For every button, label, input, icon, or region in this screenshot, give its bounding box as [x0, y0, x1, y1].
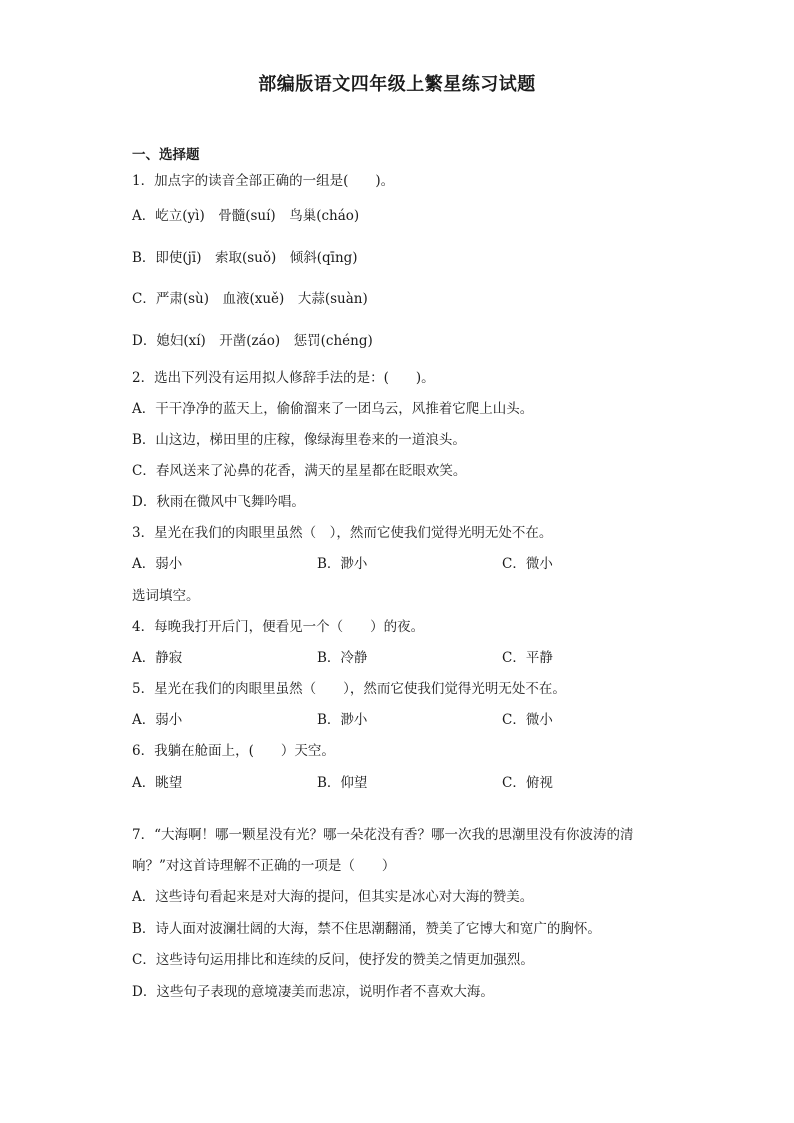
q5-stem: 5．星光在我们的肉眼里虽然（ ），然而它使我们觉得光明无处不在。 — [132, 681, 566, 697]
fill-in-instruction: 选词填空。 — [132, 588, 200, 604]
q1-option-d: D．媳妇(xí) 开凿(záo) 惩罚(chéng) — [132, 333, 373, 349]
q6-option-c: C．俯视 — [502, 775, 553, 791]
q4-option-c: C．平静 — [502, 650, 553, 666]
q3-option-c: C．微小 — [502, 556, 553, 572]
q5-option-b: B．渺小 — [317, 712, 368, 728]
q1-option-b: B．即使(jī) 索取(suǒ) 倾斜(qīng) — [132, 250, 358, 266]
q3-options — [132, 555, 692, 573]
q7-option-c: C．这些诗句运用排比和连续的反问，使抒发的赞美之情更加强烈。 — [132, 952, 534, 968]
q7-option-a: A．这些诗句看起来是对大海的提问，但其实是冰心对大海的赞美。 — [132, 889, 534, 905]
q6-stem: 6．我躺在舱面上，( ）天空。 — [132, 743, 335, 759]
q4-option-b: B．冷静 — [317, 650, 368, 666]
q3-option-b: B．渺小 — [317, 556, 368, 572]
q5-option-a: A．弱小 — [132, 712, 183, 728]
q7-stem-line2: 响？”对这首诗理解不正确的一项是（ ） — [132, 858, 396, 874]
q2-option-b: B．山这边，梯田里的庄稼，像绿海里卷来的一道浪头。 — [132, 432, 466, 448]
q1-option-c: C．严肃(sù) 血液(xuě) 大蒜(suàn) — [132, 291, 368, 307]
q1-option-a: A．屹立(yì) 骨髓(suí) 鸟巢(cháo) — [132, 208, 360, 224]
section-heading: 一、选择题 — [132, 147, 200, 163]
q7-option-b: B．诗人面对波澜壮阔的大海，禁不住思潮翻涌，赞美了它博大和宽广的胸怀。 — [132, 921, 601, 937]
q7-option-d: D．这些句子表现的意境凄美而悲凉，说明作者不喜欢大海。 — [132, 984, 494, 1000]
q4-option-a: A．静寂 — [132, 650, 183, 666]
q5-option-c: C．微小 — [502, 712, 553, 728]
page-title: 部编版语文四年级上繁星练习试题 — [258, 74, 536, 95]
q6-options — [132, 774, 692, 792]
q4-stem: 4．每晚我打开后门，便看见一个（ ）的夜。 — [132, 619, 425, 635]
q2-option-c: C．春风送来了沁鼻的花香，满天的星星都在眨眼欢笑。 — [132, 463, 467, 479]
q7-stem-line1: 7．“大海啊！哪一颗星没有光？哪一朵花没有香？哪一次我的思潮里没有你波涛的清 — [132, 827, 634, 843]
q4-options — [132, 649, 692, 667]
q1-stem: 1．加点字的读音全部正确的一组是( )。 — [132, 173, 395, 189]
q5-options — [132, 711, 692, 729]
q3-stem: 3．星光在我们的肉眼里虽然（ ），然而它使我们觉得光明无处不在。 — [132, 525, 553, 541]
q2-option-d: D．秋雨在微风中飞舞吟唱。 — [132, 494, 305, 510]
q2-option-a: A．干干净净的蓝天上，偷偷溜来了一团乌云，风推着它爬上山头。 — [132, 401, 534, 417]
q6-option-a: A．眺望 — [132, 775, 183, 791]
q6-option-b: B．仰望 — [317, 775, 368, 791]
q2-stem: 2．选出下列没有运用拟人修辞手法的是：( )。 — [132, 370, 435, 386]
q3-option-a: A．弱小 — [132, 556, 183, 572]
